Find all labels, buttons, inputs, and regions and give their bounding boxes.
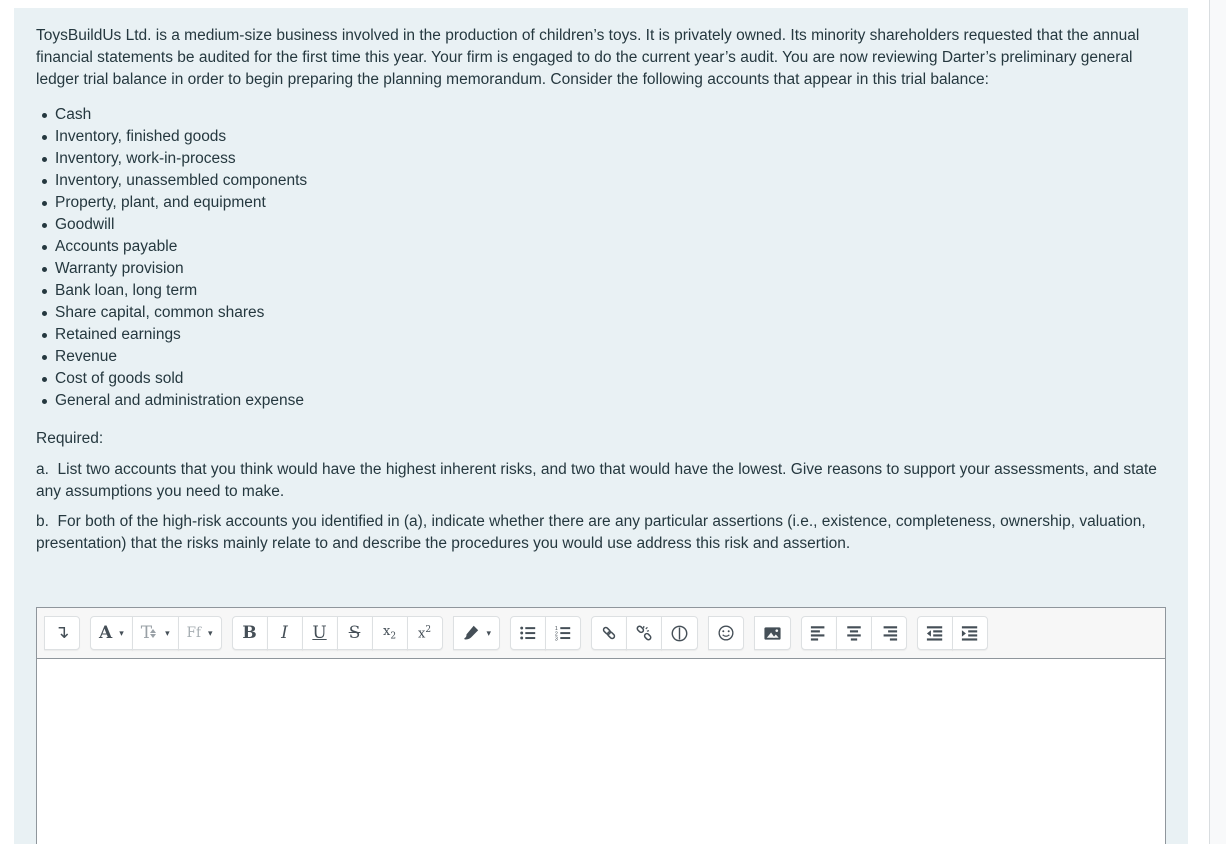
list-item: Accounts payable bbox=[36, 236, 1166, 258]
requirement-part-b: b. For both of the high-risk accounts you identified in (a), indicate whether there are any particular assertions (i.e., existence, completeness, ownership, valuation, presentation) that the risks mainly relate to and describe the procedures you would use address this risk and assertion. bbox=[36, 513, 1151, 552]
list-item: Retained earnings bbox=[36, 324, 1166, 346]
align-center-button[interactable] bbox=[836, 616, 872, 650]
rich-text-editor bbox=[36, 607, 1166, 844]
outdent-icon bbox=[926, 624, 944, 642]
superscript-icon: $x^2$ bbox=[417, 624, 432, 642]
emoji-group bbox=[708, 616, 744, 650]
unordered-list-icon bbox=[519, 624, 537, 642]
align-left-icon bbox=[810, 624, 828, 642]
svg-text:2: 2 bbox=[554, 631, 558, 638]
outdent-button[interactable] bbox=[917, 616, 953, 650]
editor-toolbar bbox=[37, 608, 1165, 659]
list-item: Inventory, unassembled components bbox=[36, 170, 1166, 192]
svg-text:3: 3 bbox=[554, 636, 558, 642]
bold-icon: B bbox=[242, 623, 257, 643]
circle-bar-icon bbox=[670, 624, 689, 643]
question-panel bbox=[14, 8, 1188, 844]
list-item: Inventory, work-in-process bbox=[36, 148, 1166, 170]
image-group bbox=[754, 616, 791, 650]
list-group bbox=[510, 616, 581, 650]
align-left-button[interactable] bbox=[801, 616, 837, 650]
list-item: Property, plant, and equipment bbox=[36, 192, 1166, 214]
text-color-button[interactable] bbox=[453, 616, 501, 650]
indent-group bbox=[917, 616, 988, 650]
list-item: Revenue bbox=[36, 346, 1166, 368]
strikethrough-button[interactable] bbox=[337, 616, 373, 650]
subscript-button[interactable] bbox=[372, 616, 408, 650]
required-label: Required: bbox=[36, 430, 104, 447]
list-item: Bank loan, long term bbox=[36, 280, 1166, 302]
list-item: General and administration expense bbox=[36, 390, 1166, 412]
unlink-button[interactable] bbox=[626, 616, 662, 650]
unlink-icon bbox=[635, 624, 653, 642]
image-icon bbox=[763, 624, 782, 643]
format-group bbox=[232, 616, 443, 650]
link-group bbox=[591, 616, 698, 650]
paragraph-group bbox=[44, 616, 80, 650]
list-item: Warranty provision bbox=[36, 258, 1166, 280]
font-style-group bbox=[90, 616, 222, 650]
unordered-list-button[interactable] bbox=[510, 616, 546, 650]
emoji-button[interactable] bbox=[708, 616, 744, 650]
align-center-icon bbox=[845, 624, 863, 642]
bold-button[interactable] bbox=[232, 616, 268, 650]
paintbrush-icon bbox=[462, 624, 480, 642]
carriage-return-button[interactable] bbox=[44, 616, 80, 650]
list-item: Inventory, finished goods bbox=[36, 126, 1166, 148]
align-right-icon bbox=[880, 624, 898, 642]
chevron-down-icon: ▾ bbox=[486, 627, 492, 638]
carriage-return-icon: ↴ bbox=[54, 622, 70, 643]
chevron-down-icon: ▾ bbox=[119, 627, 124, 638]
font-family-label: Ff bbox=[186, 625, 201, 641]
align-right-button[interactable] bbox=[871, 616, 907, 650]
underline-icon: U bbox=[312, 623, 327, 643]
smiley-icon bbox=[717, 624, 735, 642]
underline-button[interactable] bbox=[302, 616, 338, 650]
subscript-icon: $x_2$ bbox=[382, 624, 397, 642]
list-item: Share capital, common shares bbox=[36, 302, 1166, 324]
list-item: Cash bbox=[36, 104, 1166, 126]
color-group bbox=[453, 616, 501, 650]
insert-link-button[interactable] bbox=[591, 616, 627, 650]
font-family-button[interactable] bbox=[178, 616, 222, 650]
text-style-button[interactable] bbox=[90, 616, 133, 650]
list-item: Goodwill bbox=[36, 214, 1166, 236]
align-group bbox=[801, 616, 907, 650]
ordered-list-button[interactable] bbox=[545, 616, 581, 650]
superscript-button[interactable] bbox=[407, 616, 443, 650]
svg-text:1: 1 bbox=[554, 625, 558, 632]
chevron-down-icon: ▾ bbox=[207, 627, 213, 638]
scrollbar-track[interactable] bbox=[1209, 0, 1226, 844]
font-size-button[interactable] bbox=[132, 616, 179, 650]
insert-image-button[interactable] bbox=[754, 616, 791, 650]
font-size-label: T bbox=[140, 623, 153, 643]
strikethrough-icon: S bbox=[348, 623, 361, 643]
link-icon bbox=[600, 624, 618, 642]
chevron-down-icon: ▾ bbox=[165, 627, 170, 638]
accounts-list bbox=[36, 104, 1166, 412]
text-style-label: A bbox=[99, 623, 113, 643]
size-arrows-icon bbox=[150, 629, 156, 638]
italic-button[interactable] bbox=[267, 616, 303, 650]
ordered-list-icon bbox=[554, 624, 572, 642]
question-intro: ToysBuildUs Ltd. is a medium-size business involved in the production of children’s toys. It is privately owned. Its minority shareholders requested that the annual financial statements be audited for the first time this year. Your firm is engaged to do the current year’s audit. You are now reviewing Darter’s preliminary general ledger trial balance in order to begin preparing the planning memorandum. Consider the following accounts that appear in this trial balance: bbox=[36, 27, 1140, 88]
editor-content[interactable] bbox=[37, 659, 1165, 844]
special-character-button[interactable] bbox=[661, 616, 698, 650]
indent-icon bbox=[961, 624, 979, 642]
requirement-part-a: a. List two accounts that you think would have the highest inherent risks, and two that would have the lowest. Give reasons to support your assessments, and state any assumptions you need to make. bbox=[36, 461, 1162, 500]
list-item: Cost of goods sold bbox=[36, 368, 1166, 390]
italic-icon: I bbox=[281, 623, 288, 643]
indent-button[interactable] bbox=[952, 616, 988, 650]
